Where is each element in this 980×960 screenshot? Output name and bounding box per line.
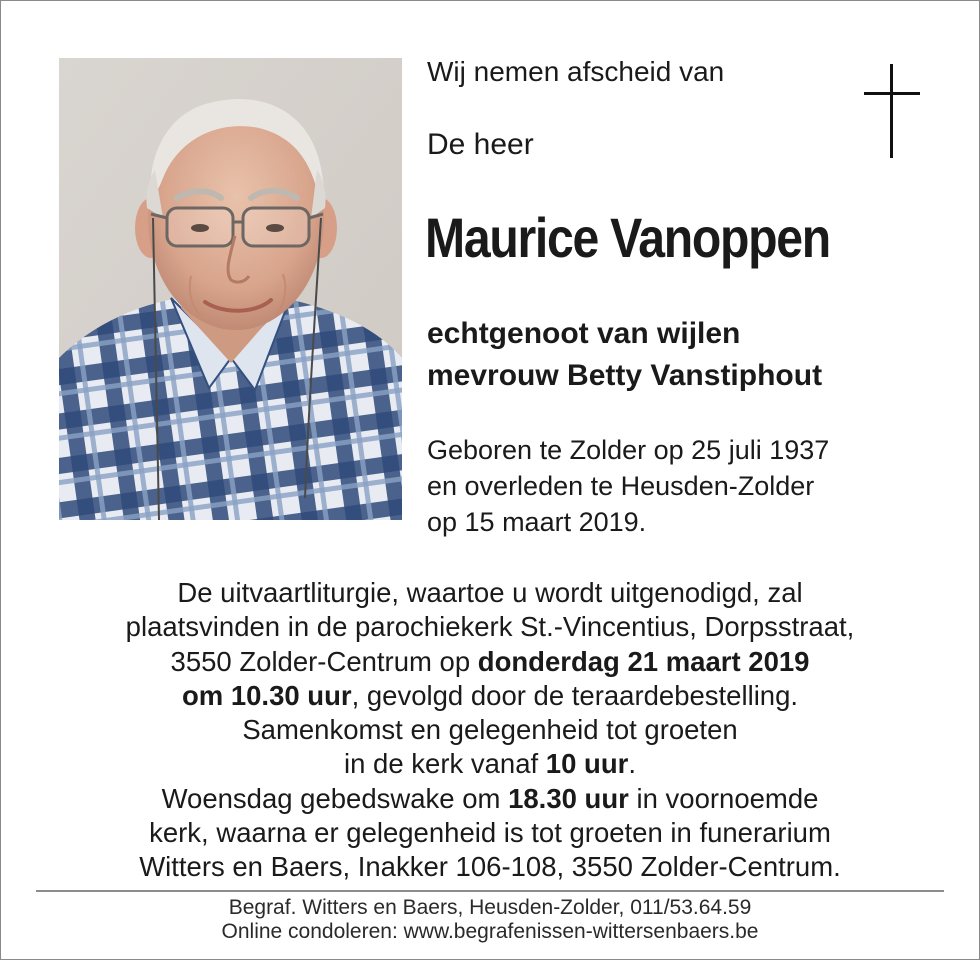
ceremony-details xyxy=(0,576,980,885)
spouse-info xyxy=(427,313,822,397)
life-dates xyxy=(427,432,829,540)
ceremony-line: plaatsvinden in de parochiekerk St.-Vincentius, Dorpsstraat, xyxy=(125,611,855,643)
ceremony-line: kerk, waarna er gelegenheid is tot groeten in funerarium xyxy=(149,817,831,849)
spouse-line: mevrouw Betty Vanstiphout xyxy=(427,359,823,392)
footer xyxy=(0,896,980,944)
spouse-line: echtgenoot van wijlen xyxy=(427,317,741,350)
vigil-location: in voornoemde xyxy=(628,782,819,814)
birth-line: Geboren te Zolder op 25 juli 1937 xyxy=(427,435,830,465)
ceremony-line: Witters en Baers, Inakker 106-108, 3550 Zolder-Centrum. xyxy=(139,851,841,883)
funeral-home-info: Begraf. Witters en Baers, Heusden-Zolder, 011/53.64.59 xyxy=(228,896,752,919)
greeting-time: 10 uur xyxy=(545,748,629,780)
ceremony-line: De uitvaartliturgie, waartoe u wordt uitgenodigd, zal xyxy=(177,577,803,608)
ceremony-line xyxy=(0,645,980,679)
intro-text: Wij nemen afscheid van xyxy=(427,56,725,87)
ceremony-location: 3550 Zolder-Centrum op xyxy=(170,645,478,677)
footer-divider xyxy=(36,890,944,892)
death-line: en overleden te Heusden-Zolder xyxy=(427,471,815,501)
death-date-line: op 15 maart 2019. xyxy=(427,507,647,537)
greeting-period: . xyxy=(628,748,636,780)
ceremony-line: Samenkomst en gelegenheid tot groeten xyxy=(242,714,738,746)
ceremony-burial: , gevolgd door de teraardebestelling. xyxy=(351,679,799,711)
greeting-text: in de kerk vanaf xyxy=(344,748,546,780)
ceremony-time: om 10.30 uur xyxy=(181,679,352,711)
cross-icon xyxy=(864,64,920,158)
vigil-text: Woensdag gebedswake om xyxy=(161,782,509,814)
ceremony-line xyxy=(0,679,980,713)
ceremony-date: donderdag 21 maart 2019 xyxy=(477,645,810,677)
portrait-photo xyxy=(59,58,402,520)
honorific: De heer xyxy=(427,128,534,161)
condolence-link[interactable]: Online condoleren: www.begrafenissen-wittersenbaers.be xyxy=(221,920,759,943)
ceremony-line xyxy=(0,782,980,816)
deceased-name: Maurice Vanoppen xyxy=(425,206,830,269)
ceremony-line xyxy=(0,747,980,781)
vigil-time: 18.30 uur xyxy=(508,782,629,814)
